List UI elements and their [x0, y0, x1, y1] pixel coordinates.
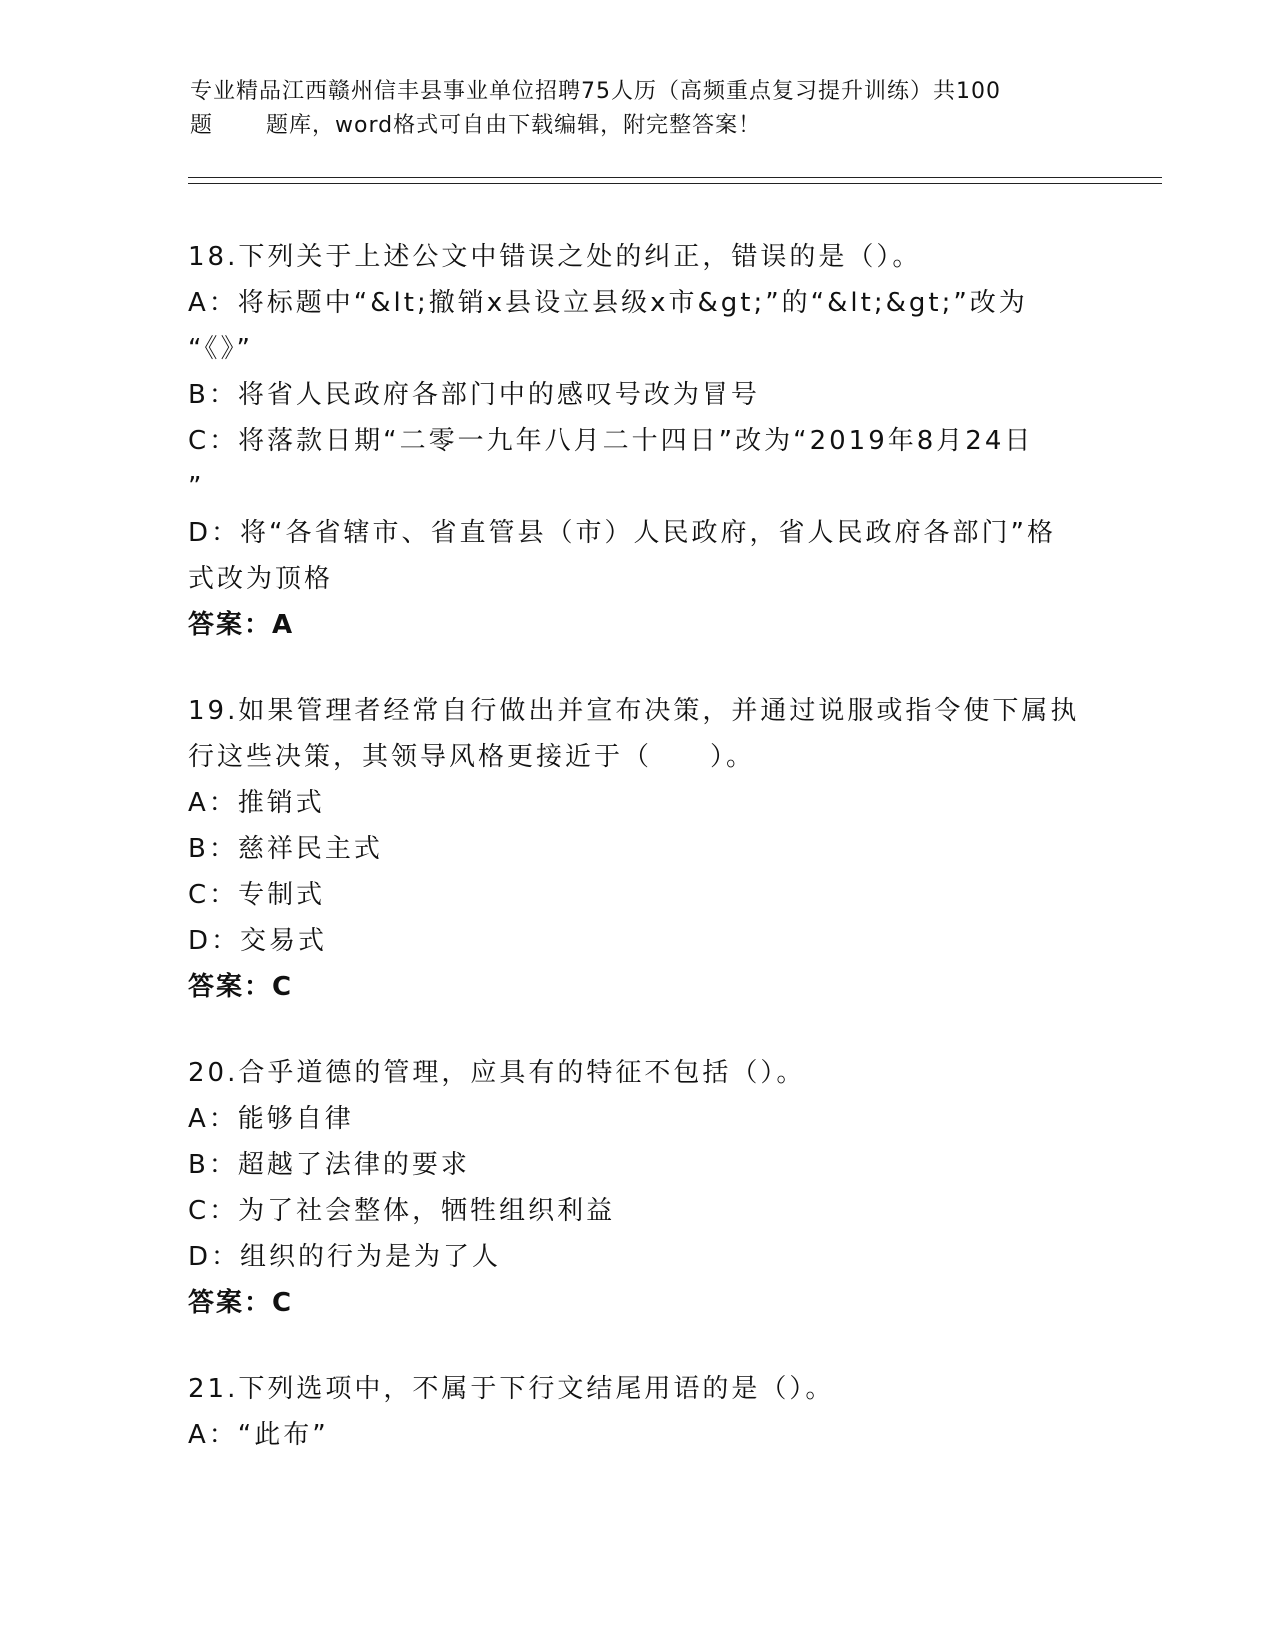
option-a: A：“此布”	[188, 1420, 329, 1450]
option-d: D：组织的行为是为了人	[188, 1242, 502, 1272]
question-stem: 18.下列关于上述公文中错误之处的纠正，错误的是（）。	[188, 242, 922, 272]
answer-label: 答案：C	[188, 972, 294, 1002]
question-stem: 20.合乎道德的管理，应具有的特征不包括（）。	[188, 1058, 806, 1088]
header-line-2	[190, 109, 1090, 143]
option-c: C：将落款日期“二零一九年八月二十四日”改为“2019年8月24日	[188, 426, 1034, 456]
option-a: A：将标题中“&lt;撤销x县设立县级x市&gt;”的“&lt;&gt;”改为	[188, 288, 1028, 318]
answer-label: 答案：A	[188, 610, 295, 640]
option-d-continued: 式改为顶格	[188, 564, 334, 594]
header-divider-top	[188, 177, 1162, 178]
option-d: D：交易式	[188, 926, 328, 956]
question-stem-continued: 行这些决策，其领导风格更接近于（ ）。	[188, 742, 756, 772]
header-line-1: 专业精品江西赣州信丰县事业单位招聘75人历（高频重点复习提升训练）共100	[190, 79, 1001, 104]
answer-label: 答案：C	[188, 1288, 294, 1318]
document-header	[190, 75, 1090, 143]
option-a: A：能够自律	[188, 1104, 354, 1134]
question-21	[188, 1366, 1088, 1458]
option-a: A：推销式	[188, 788, 325, 818]
question-18	[188, 234, 1088, 648]
option-b: B：超越了法律的要求	[188, 1150, 470, 1180]
option-d: D：将“各省辖市、省直管县（市）人民政府，省人民政府各部门”格	[188, 518, 1056, 548]
option-c: C：专制式	[188, 880, 326, 910]
question-20	[188, 1050, 1088, 1326]
header-line-2-text: 题库，word格式可自由下载编辑，附完整答案！	[266, 113, 762, 138]
header-line-2-prefix: 题	[190, 113, 214, 138]
option-c: C：为了社会整体，牺牲组织利益	[188, 1196, 616, 1226]
question-19	[188, 688, 1088, 1010]
question-stem: 21.下列选项中，不属于下行文结尾用语的是（）。	[188, 1374, 835, 1404]
option-b: B：慈祥民主式	[188, 834, 383, 864]
option-c-continued: ”	[188, 472, 205, 502]
option-a-continued: “《》”	[188, 334, 253, 364]
question-stem: 19.如果管理者经常自行做出并宣布决策，并通过说服或指令使下属执	[188, 696, 1080, 726]
option-b: B：将省人民政府各部门中的感叹号改为冒号	[188, 380, 760, 410]
header-divider-bottom	[188, 183, 1162, 184]
question-list	[188, 234, 1088, 1498]
